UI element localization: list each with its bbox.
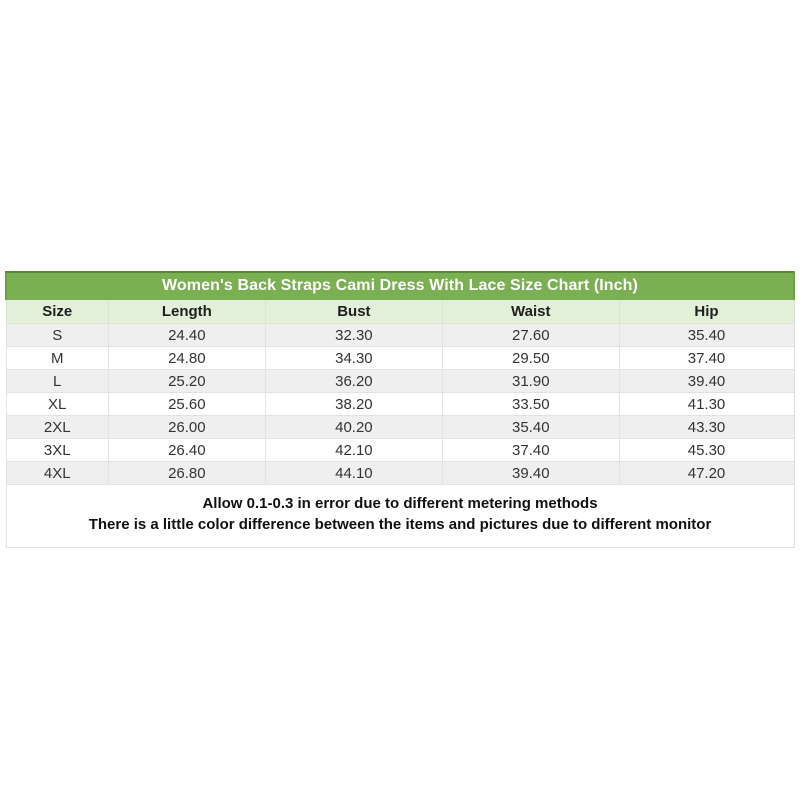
- table-cell: 24.80: [108, 347, 265, 370]
- note-color-difference: There is a little color difference between the items and pictures due to different monitor: [88, 516, 712, 533]
- table-cell: 44.10: [265, 462, 442, 485]
- table-cell: 39.40: [443, 462, 620, 485]
- table-cell: 37.40: [619, 347, 794, 370]
- table-row-4xl: [6, 462, 794, 485]
- table-cell: 26.00: [108, 416, 265, 439]
- table-cell: 39.40: [619, 370, 794, 393]
- table-cell: 27.60: [443, 324, 620, 347]
- table-row-m: [6, 347, 794, 370]
- table-cell: S: [6, 324, 108, 347]
- table-cell: 4XL: [6, 462, 108, 485]
- table-cell: 24.40: [108, 324, 265, 347]
- table-cell: 26.80: [108, 462, 265, 485]
- table-cell: 35.40: [443, 416, 620, 439]
- notes-row: [6, 485, 794, 548]
- table-row-xl: [6, 393, 794, 416]
- table-cell: 25.60: [108, 393, 265, 416]
- table-cell: 25.20: [108, 370, 265, 393]
- size-chart-table: [5, 271, 795, 548]
- table-cell: L: [6, 370, 108, 393]
- table-cell: 2XL: [6, 416, 108, 439]
- table-cell: 42.10: [265, 439, 442, 462]
- table-cell: 34.30: [265, 347, 442, 370]
- column-header-size: Size: [6, 300, 108, 324]
- column-header-waist: Waist: [443, 300, 620, 324]
- table-cell: 40.20: [265, 416, 442, 439]
- table-cell: 36.20: [265, 370, 442, 393]
- column-header-hip: Hip: [619, 300, 794, 324]
- table-cell: 47.20: [619, 462, 794, 485]
- title-row: [6, 272, 794, 300]
- table-row-l: [6, 370, 794, 393]
- table-row-2xl: [6, 416, 794, 439]
- table-row-s: [6, 324, 794, 347]
- table-cell: 32.30: [265, 324, 442, 347]
- table-cell: 26.40: [108, 439, 265, 462]
- table-cell: 43.30: [619, 416, 794, 439]
- chart-title: Women's Back Straps Cami Dress With Lace Size Chart (Inch): [6, 272, 794, 300]
- table-cell: XL: [6, 393, 108, 416]
- notes-section: [6, 485, 794, 548]
- note-metering-error: Allow 0.1-0.3 in error due to different metering methods: [202, 495, 598, 512]
- table-cell: M: [6, 347, 108, 370]
- table-row-3xl: [6, 439, 794, 462]
- column-header-bust: Bust: [265, 300, 442, 324]
- table-cell: 45.30: [619, 439, 794, 462]
- column-header-length: Length: [108, 300, 265, 324]
- table-cell: 31.90: [443, 370, 620, 393]
- table-cell: 3XL: [6, 439, 108, 462]
- table-cell: 37.40: [443, 439, 620, 462]
- header-row: [6, 300, 794, 324]
- table-cell: 35.40: [619, 324, 794, 347]
- table-cell: 33.50: [443, 393, 620, 416]
- table-cell: 38.20: [265, 393, 442, 416]
- table-cell: 29.50: [443, 347, 620, 370]
- table-cell: 41.30: [619, 393, 794, 416]
